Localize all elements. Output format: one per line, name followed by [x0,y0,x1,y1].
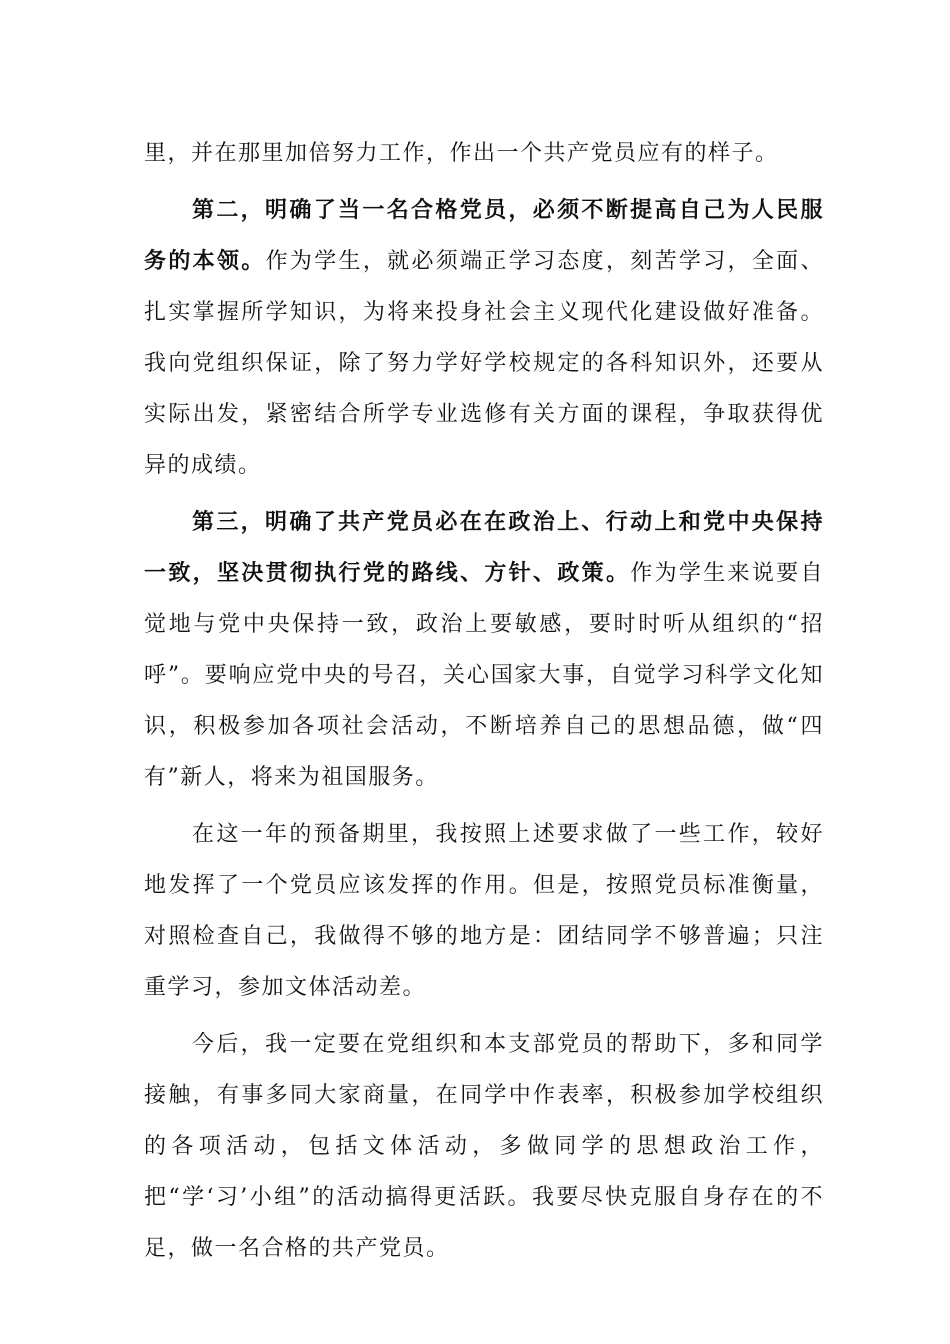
paragraph-3-text: 作为学生来说要自觉地与党中央保持一致，政治上要敏感，要时时听从组织的“招呼”。要响应党中央的号召，关心国家大事，自觉学习科学文化知识，积极参加各项社会活动，不断培养自己的思想品德，做“四有”新人，将来为祖国服务。 [144,561,824,790]
paragraph-3 [144,497,824,803]
paragraph-2-text: 作为学生，就必须端正学习态度，刻苦学习，全面、扎实掌握所学知识，为将来投身社会主义现代化建设做好准备。我向党组织保证，除了努力学好学校规定的各科知识外，还要从实际出发，紧密结合所学专业选修有关方面的课程，争取获得优异的成绩。 [144,249,824,478]
paragraph-5 [144,1019,824,1274]
paragraph-4-text: 在这一年的预备期里，我按照上述要求做了一些工作，较好地发挥了一个党员应该发挥的作用。但是，按照党员标准衡量，对照检查自己，我做得不够的地方是：团结同学不够普遍；只注重学习，参加文体活动差。 [144,822,824,1000]
paragraph-2-heading: 第二，明确了当一名合格党员，必须不断提高自己为人民服务的本领。 [144,198,824,274]
document-body [144,128,824,1274]
paragraph-4 [144,809,824,1013]
paragraph-2 [144,185,824,491]
paragraph-5-text: 今后，我一定要在党组织和本支部党员的帮助下，多和同学接触，有事多同大家商量，在同学中作表率，积极参加学校组织的各项活动，包括文体活动，多做同学的思想政治工作，把“学‘习’小组”的活动搞得更活跃。我要尽快克服自身存在的不足，做一名合格的共产党员。 [144,1032,824,1261]
paragraph-1-text: 里，并在那里加倍努力工作，作出一个共产党员应有的样子。 [144,141,779,166]
paragraph-3-heading: 第三，明确了共产党员必在在政治上、行动上和党中央保持一致，坚决贯彻执行党的路线、方针、政策。 [144,510,824,586]
paragraph-1 [144,128,824,179]
